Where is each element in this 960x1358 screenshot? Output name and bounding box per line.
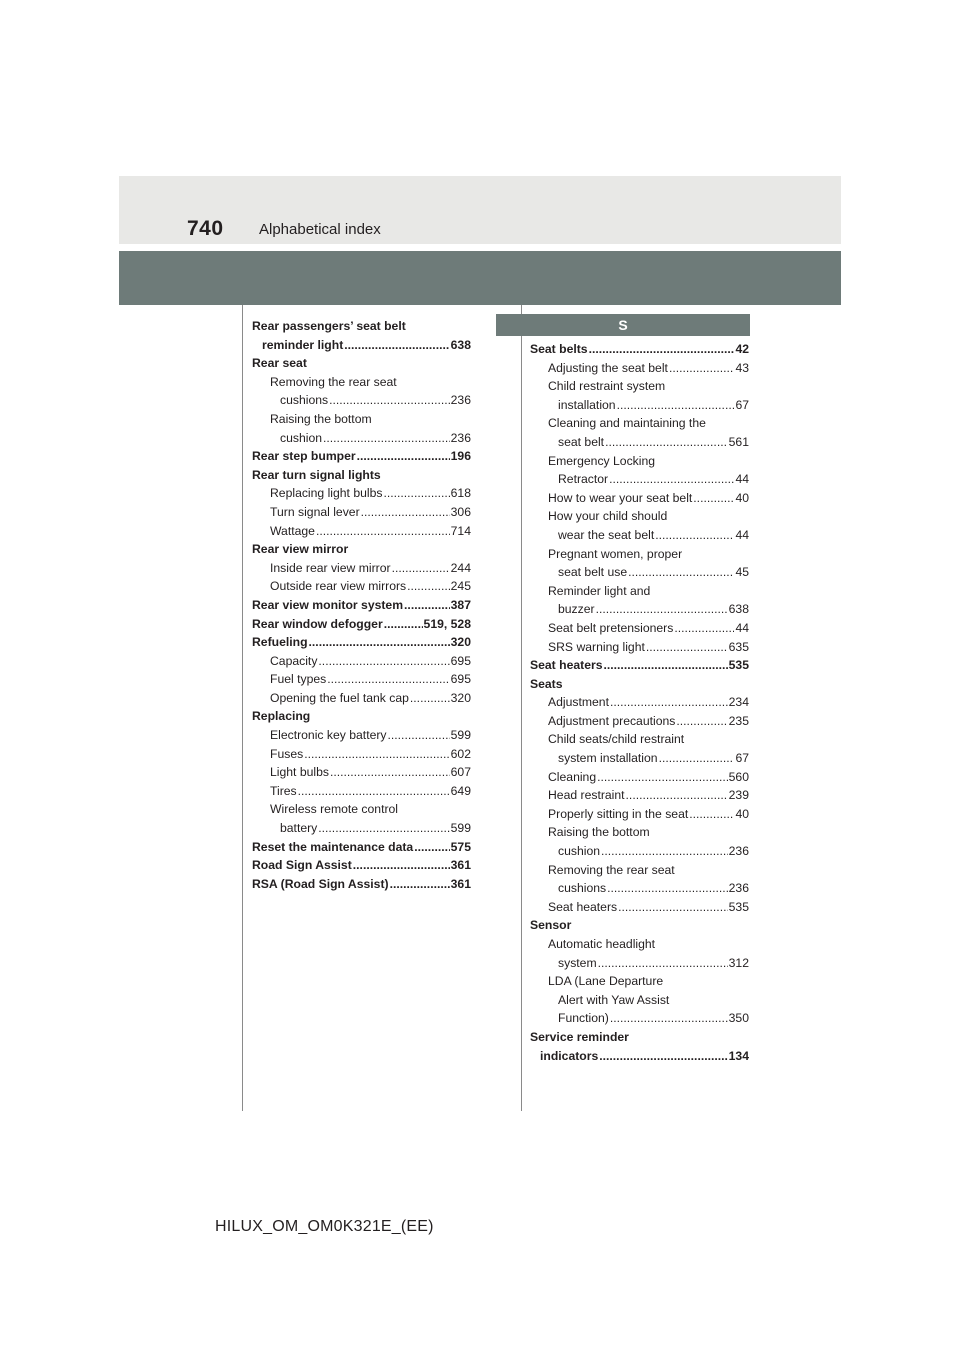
index-entry [252,503,471,522]
index-entry-text: Light bulbs [270,765,329,780]
index-entry-text: Replacing [252,709,311,724]
index-entry [252,317,471,336]
index-entry [252,875,471,894]
index-entry [530,507,749,526]
dot-leader [361,503,450,522]
dot-leader [390,875,450,894]
index-entry-page: 44 [735,620,749,635]
index-entry [252,652,471,671]
index-entry-text: system installation [558,751,658,766]
index-entry-text: Rear passengers’ seat belt [252,319,406,333]
index-entry [530,526,749,545]
page-number: 740 [187,217,224,240]
index-entry-page: 236 [450,430,471,445]
index-entry [252,819,471,838]
index-entry [252,429,471,448]
index-entry [530,786,749,805]
dot-leader [669,359,735,378]
index-entry-text: SRS warning light [548,639,645,654]
index-entry-page: 649 [450,783,471,798]
dot-leader [655,526,734,545]
dot-leader [316,522,450,541]
dot-leader [388,726,450,745]
index-entry-text: Function) [558,1011,609,1026]
section-letter-header: S [496,314,750,336]
index-entry-page: 519, 528 [423,616,471,631]
index-entry-page: 44 [735,527,749,542]
index-entry [252,484,471,503]
index-entry-page: 607 [450,765,471,780]
dot-leader [605,433,728,452]
index-entry [530,396,749,415]
dot-leader [309,633,450,652]
index-entry-page: 236 [728,881,749,896]
index-entry-text: Capacity [270,653,318,668]
index-entry-text: Raising the bottom [548,825,650,840]
index-entry-page: 387 [450,597,471,612]
index-entry [252,540,471,559]
index-entry [530,768,749,787]
index-entry-page: 244 [450,560,471,575]
index-entry [530,1028,749,1047]
dot-leader [589,340,735,359]
dot-leader [659,749,735,768]
dot-leader [329,391,450,410]
index-entry-text: cushions [280,393,329,408]
index-entry-text: Seat belt pretensioners [548,620,674,635]
column-divider-left [242,305,243,1111]
index-entry-text: system [558,955,597,970]
index-entry-text: indicators [540,1048,599,1063]
index-entry-text: Rear step bumper [252,449,356,464]
index-entry-page: 350 [728,1011,749,1026]
dot-leader [610,693,728,712]
column-divider-middle [521,305,522,1111]
page-title: Alphabetical index [259,221,381,238]
index-column-right [530,340,749,1065]
index-entry-text: Raising the bottom [270,411,372,426]
index-entry-page: 43 [735,360,749,375]
index-entry [252,800,471,819]
index-entry-text: Properly sitting in the seat [548,806,689,821]
dot-leader [693,489,734,508]
index-entry-text: Pregnant women, proper [548,546,683,561]
index-entry-page: 196 [450,449,471,464]
index-entry [530,470,749,489]
index-entry [252,391,471,410]
dot-leader [357,447,450,466]
index-entry-text: Road Sign Assist [252,858,352,873]
index-entry-text: Replacing light bulbs [270,486,383,501]
index-entry-text: Child seats/child restraint [548,732,685,747]
index-entry [252,670,471,689]
dot-leader [597,768,728,787]
index-entry [252,559,471,578]
index-entry-text: How to wear your seat belt [548,490,693,505]
index-entry-text: Fuses [270,746,304,761]
index-entry-text: installation [558,397,616,412]
index-entry [252,707,471,726]
dot-leader [323,429,450,448]
index-entry-page: 45 [735,565,749,580]
index-entry [252,856,471,875]
dot-leader [410,689,450,708]
index-entry [530,972,749,991]
index-entry-page: 44 [735,472,749,487]
index-entry-text: RSA (Road Sign Assist) [252,876,389,891]
index-entry [252,633,471,652]
index-entry-text: LDA (Lane Departure [548,974,664,989]
index-entry-text: Adjustment precautions [548,713,676,728]
index-entry-page: 535 [728,658,749,673]
index-entry [252,689,471,708]
index-entry-page: 599 [450,728,471,743]
index-entry-page: 695 [450,653,471,668]
dot-leader [646,638,728,657]
index-entry-text: Sensor [530,918,572,933]
index-entry-text: Retractor [558,472,609,487]
dot-leader [298,782,450,801]
dot-leader [404,596,450,615]
dot-leader [414,838,449,857]
index-entry-text: Electronic key battery [270,728,387,743]
index-entry-text: wear the seat belt [558,527,655,542]
index-entry-page: 134 [728,1048,749,1063]
index-entry [530,638,749,657]
index-entry-text: Turn signal lever [270,504,360,519]
index-entry-text: Rear view mirror [252,542,349,557]
index-entry-page: 535 [728,899,749,914]
index-entry [252,838,471,857]
index-entry-page: 67 [735,397,749,412]
index-entry-text: seat belt [558,434,605,449]
index-entry-page: 361 [450,876,471,891]
dot-leader [318,819,449,838]
index-entry-text: Rear seat [252,356,307,371]
index-entry-page: 561 [728,434,749,449]
index-entry-text: Inside rear view mirror [270,560,391,575]
index-entry-text: Opening the fuel tank cap [270,690,409,705]
index-entry-page: 239 [728,788,749,803]
header-band [119,176,841,244]
dot-leader [676,712,727,731]
index-entry-text: cushion [558,844,601,859]
index-entry [252,466,471,485]
dot-leader [407,577,450,596]
dot-leader [610,1009,728,1028]
index-entry-text: Adjustment [548,695,609,710]
index-entry-text: Rear turn signal lights [252,467,381,482]
index-entry [530,675,749,694]
index-entry-text: How your child should [548,509,668,524]
dot-leader [392,559,450,578]
index-column-left [252,317,471,893]
index-entry-text: Wireless remote control [270,802,399,817]
index-entry [252,726,471,745]
index-entry-page: 635 [728,639,749,654]
document-code-footer: HILUX_OM_OM0K321E_(EE) [215,1218,434,1235]
index-entry-text: Cleaning [548,769,597,784]
index-entry-text: Outside rear view mirrors [270,579,407,594]
index-entry [252,373,471,392]
index-entry-page: 234 [728,695,749,710]
index-entry [530,805,749,824]
index-entry [530,842,749,861]
index-entry-text: Cleaning and maintaining the [548,416,706,431]
dot-leader [604,656,728,675]
index-entry [530,935,749,954]
dot-leader [384,615,423,634]
index-entry-page: 320 [450,690,471,705]
index-entry [530,898,749,917]
dot-leader [689,805,734,824]
index-entry [530,879,749,898]
index-entry-page: 40 [735,806,749,821]
dot-leader [628,563,734,582]
index-entry-text: Alert with Yaw Assist [558,992,670,1007]
index-entry-page: 560 [728,769,749,784]
index-entry [530,730,749,749]
dot-leader [599,1047,727,1066]
index-entry [530,954,749,973]
dot-leader [674,619,734,638]
index-entry [252,577,471,596]
index-entry-text: Rear view monitor system [252,597,404,612]
index-entry [530,433,749,452]
index-entry-text: Seats [530,676,563,691]
index-entry-text: Wattage [270,523,315,538]
index-entry [530,563,749,582]
index-entry [530,452,749,471]
dot-leader [353,856,450,875]
index-entry [252,354,471,373]
dot-leader [304,745,449,764]
index-entry [252,615,471,634]
index-entry [530,619,749,638]
index-entry [530,359,749,378]
dot-leader [626,786,728,805]
index-entry-page: 320 [450,635,471,650]
dot-leader [601,842,728,861]
index-entry [252,763,471,782]
index-entry-page: 638 [450,337,471,352]
index-entry-page: 42 [735,342,749,356]
dot-leader [609,470,734,489]
index-entry-text: seat belt use [558,565,628,580]
index-entry [530,823,749,842]
index-entry [530,414,749,433]
index-entry [530,340,749,359]
index-entry-page: 312 [728,955,749,970]
index-entry-text: cushion [280,430,323,445]
index-entry-text: Removing the rear seat [548,862,675,877]
dot-leader [618,898,728,917]
dot-leader [330,763,450,782]
index-entry-text: reminder light [262,337,344,352]
index-entry-text: Adjusting the seat belt [548,360,668,375]
index-entry-page: 40 [735,490,749,505]
index-entry-text: battery [280,821,318,836]
header-dark-band [119,251,841,305]
index-entry-page: 236 [728,844,749,859]
index-entry-text: Emergency Locking [548,453,656,468]
index-entry-page: 235 [728,713,749,728]
index-entry-text: Seat belts [530,342,588,356]
index-entry [530,916,749,935]
dot-leader [607,879,728,898]
index-entry-text: Fuel types [270,672,327,687]
dot-leader [598,954,728,973]
index-entry-page: 602 [450,746,471,761]
index-entry-page: 236 [450,393,471,408]
dot-leader [318,652,449,671]
index-entry [530,991,749,1010]
index-entry-text: Reminder light and [548,583,651,598]
index-entry-text: Tires [270,783,297,798]
index-entry-text: Automatic headlight [548,937,656,951]
index-entry-text: Seat heaters [530,658,603,673]
dot-leader [344,336,449,355]
index-entry-text: Service reminder [530,1029,629,1044]
index-entry-text: Seat heaters [548,899,618,914]
dot-leader [596,600,728,619]
index-entry-page: 599 [450,821,471,836]
index-entry [530,545,749,564]
index-entry-page: 575 [450,839,471,854]
index-entry-page: 695 [450,672,471,687]
dot-leader [383,484,449,503]
index-entry [252,596,471,615]
index-entry [530,1047,749,1066]
index-entry [252,522,471,541]
index-entry [252,782,471,801]
index-entry-page: 245 [450,579,471,594]
index-entry [530,693,749,712]
index-entry-page: 67 [735,751,749,766]
index-entry [530,712,749,731]
dot-leader [327,670,449,689]
index-entry [530,489,749,508]
index-entry-page: 618 [450,486,471,501]
index-entry-text: Refueling [252,635,308,650]
index-entry [530,377,749,396]
index-entry [530,861,749,880]
index-entry-text: Rear window defogger [252,616,383,631]
index-entry [252,447,471,466]
index-entry-text: Child restraint system [548,379,666,394]
index-entry [252,410,471,429]
index-entry-page: 638 [728,602,749,617]
index-entry [530,656,749,675]
index-entry-text: cushions [558,881,607,896]
index-entry-page: 361 [450,858,471,873]
dot-leader [617,396,735,415]
index-entry-text: buzzer [558,602,595,617]
index-entry [530,600,749,619]
index-entry-text: Removing the rear seat [270,374,397,389]
index-entry-text: Head restraint [548,788,625,803]
index-entry-page: 714 [450,523,471,538]
index-entry [530,749,749,768]
index-entry [530,582,749,601]
index-entry [530,1009,749,1028]
index-entry-page: 306 [450,504,471,519]
index-entry-text: Reset the maintenance data [252,839,414,854]
index-entry [252,745,471,764]
index-entry [252,336,471,355]
